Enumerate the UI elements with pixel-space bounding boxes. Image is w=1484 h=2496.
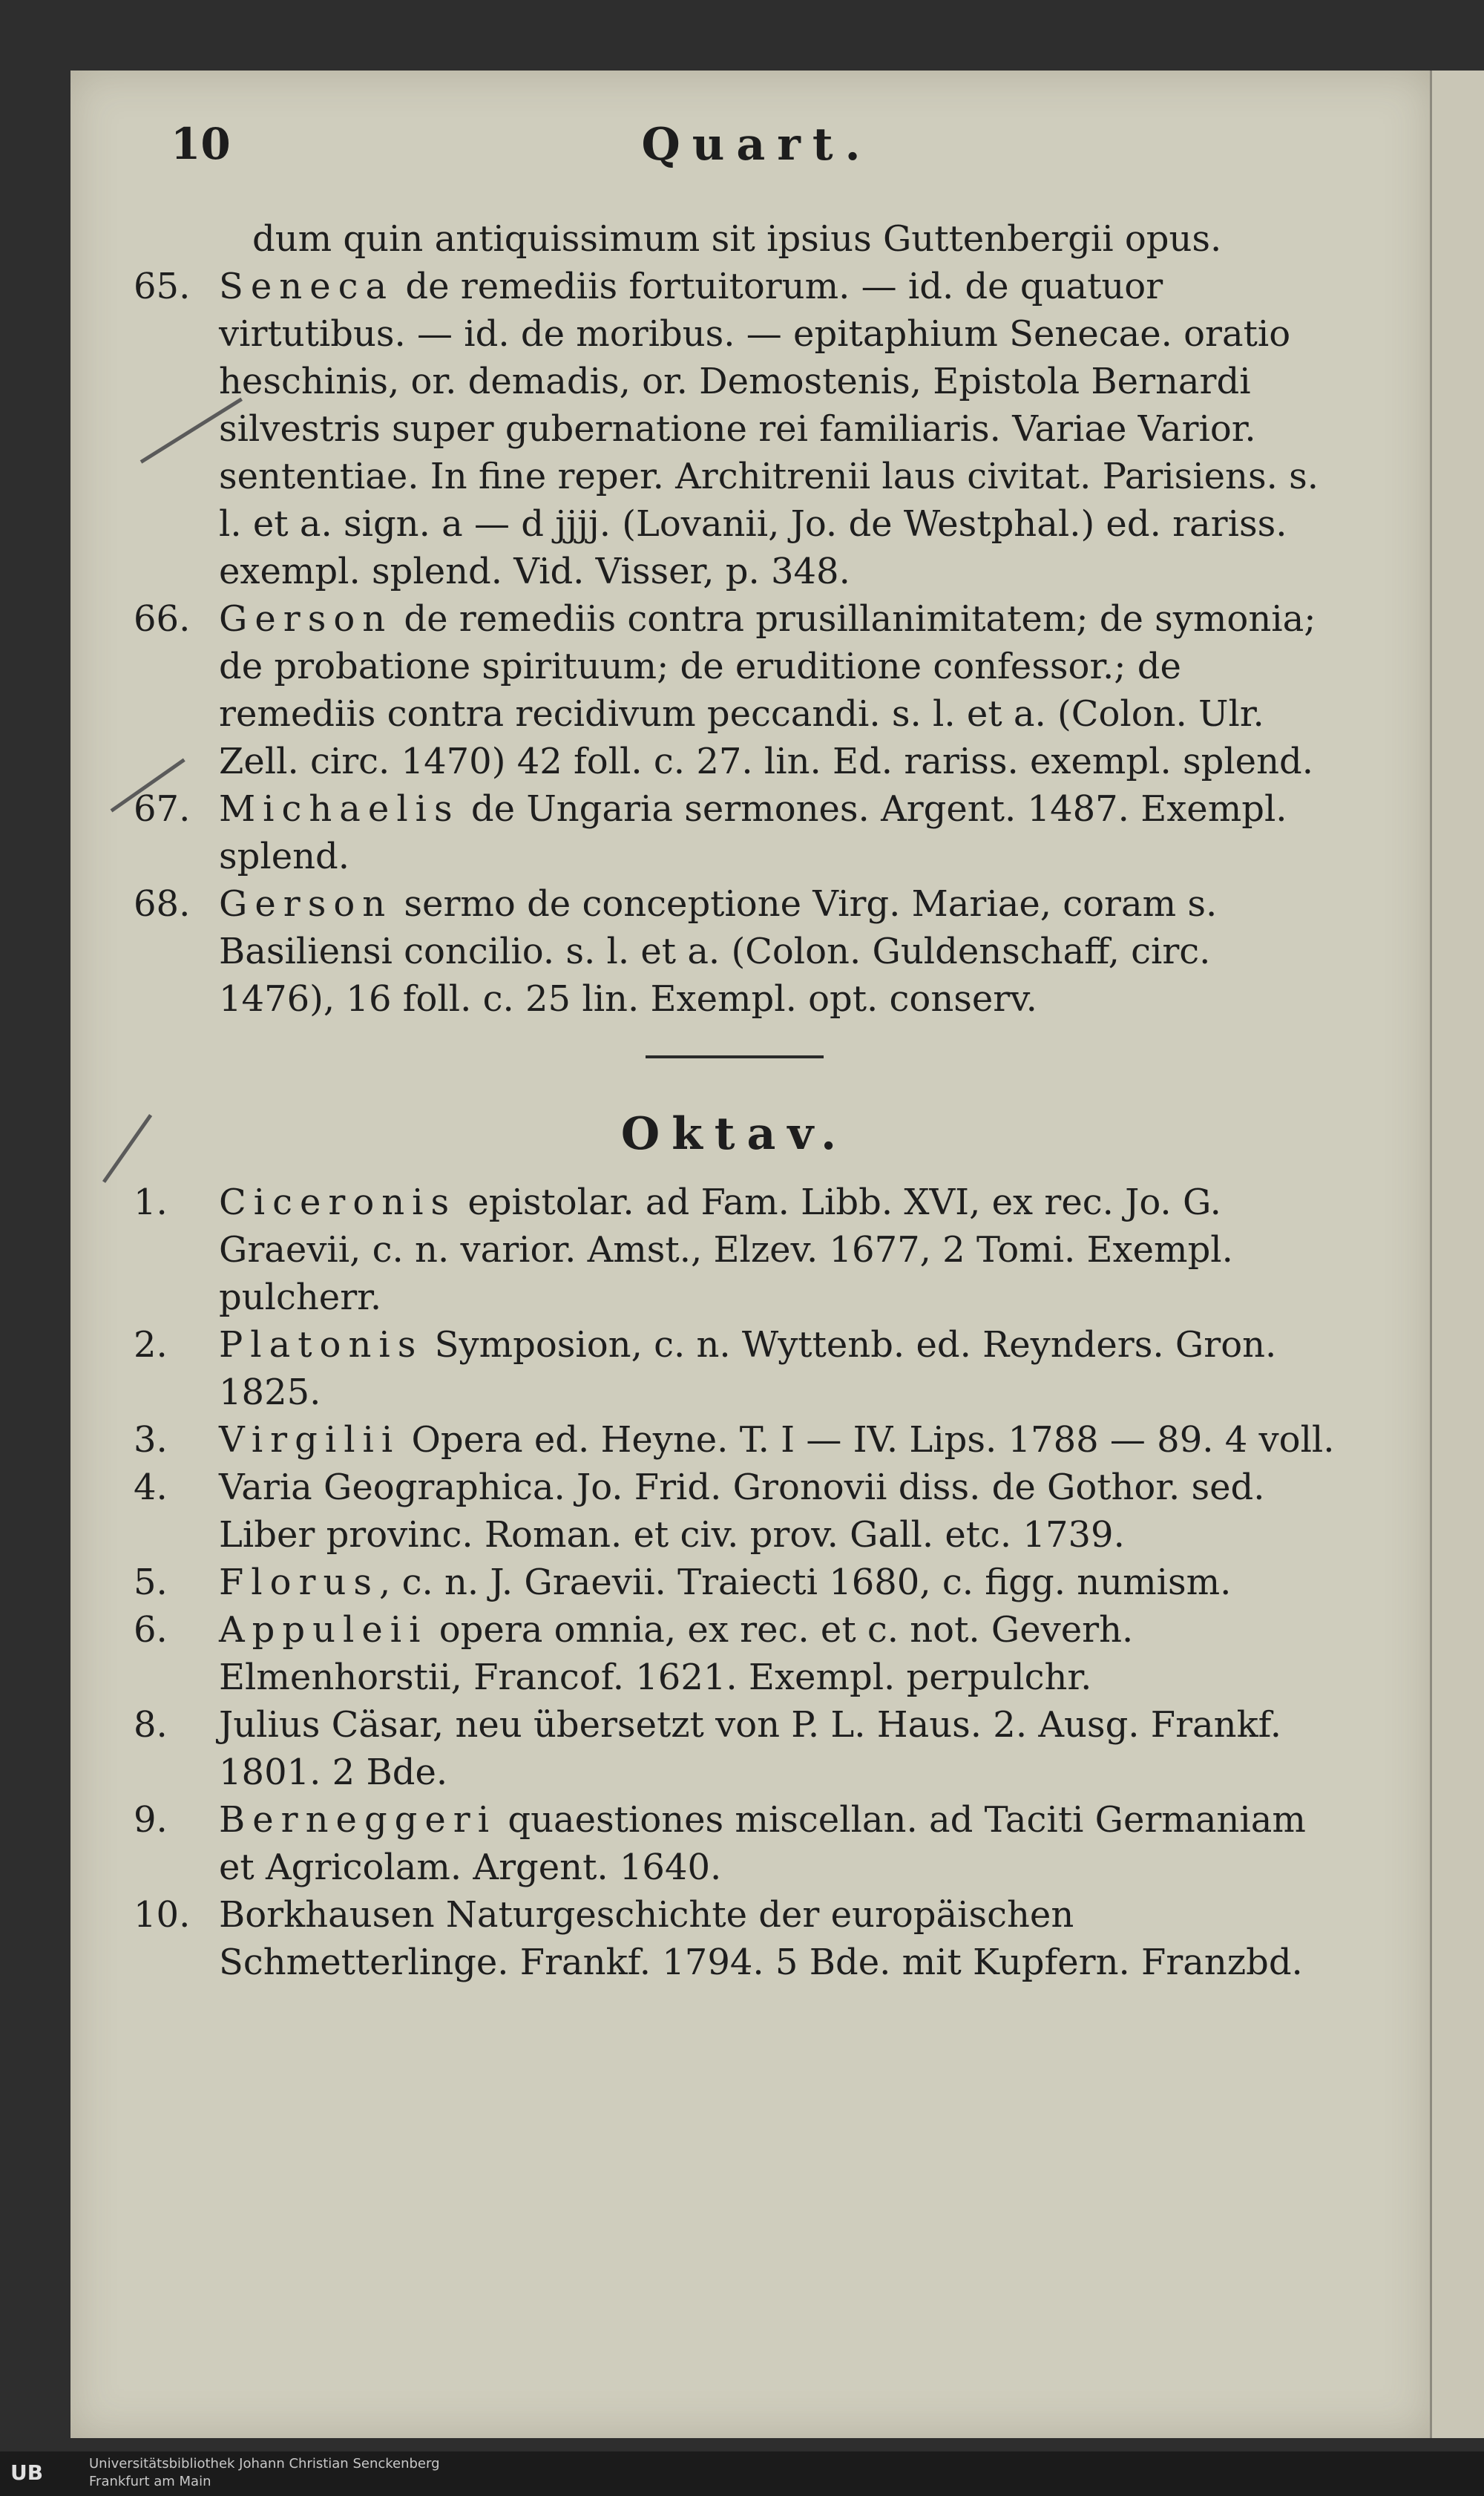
- entry-number: 4.: [134, 1467, 168, 1508]
- entry-number: 67.: [134, 788, 191, 830]
- entry-number: 9.: [134, 1799, 168, 1841]
- entry-text: quaestiones miscellan. ad Taciti Germaniam et Agricolam. Argent. 1640.: [219, 1799, 1306, 1888]
- entry-text: Symposion, c. n. Wyttenb. ed. Reynders. Gron. 1825.: [219, 1324, 1277, 1413]
- entry-text: Julius Cäsar, neu übersetzt von P. L. Haus. 2. Ausg. Frankf. 1801. 2 Bde.: [219, 1704, 1281, 1793]
- entry-text: Varia Geographica. Jo. Frid. Gronovii diss. de Gothor. sed. Liber provinc. Roman. et civ. prov. Gall. etc. 1739.: [219, 1467, 1265, 1556]
- entry-number: 3.: [134, 1419, 168, 1461]
- catalogue-entry: [134, 880, 1336, 1023]
- catalogue-entry: [134, 1321, 1336, 1416]
- entry-text: epistolar. ad Fam. Libb. XVI, ex rec. Jo. G. Graevii, c. n. varior. Amst., Elzev. 1677, 2 Tomi. Exempl. pulcherr.: [219, 1182, 1233, 1318]
- entry-author: Seneca: [219, 266, 395, 307]
- entry-text: Opera ed. Heyne. T. I — IV. Lips. 1788 — 89. 4 voll.: [411, 1419, 1335, 1461]
- entry-number: 8.: [134, 1704, 168, 1746]
- entry-number: 65.: [134, 266, 191, 307]
- section-divider: [646, 1055, 824, 1058]
- entry-number: 5.: [134, 1562, 168, 1603]
- catalogue-entry: [134, 1891, 1336, 1986]
- entry-author: Ciceronis: [219, 1182, 457, 1223]
- entry-author: Platonis: [219, 1324, 424, 1366]
- catalogue-entry: [134, 1606, 1336, 1701]
- entry-author: Michaelis: [219, 788, 460, 830]
- library-location: Frankfurt am Main: [89, 2474, 211, 2489]
- entry-text: sermo de conceptione Virg. Mariae, coram s. Basiliensi concilio. s. l. et a. (Colon. Guldenschaff, circ. 1476), 16 foll. c. 25 lin. Exempl. opt. conserv.: [219, 883, 1218, 1020]
- library-name: Universitätsbibliothek Johann Christian Senckenberg: [89, 2456, 440, 2472]
- entry-author: Florus: [219, 1562, 380, 1603]
- entry-number: 10.: [134, 1894, 191, 1936]
- library-logo: UB: [10, 2460, 44, 2485]
- entry-number: 1.: [134, 1182, 168, 1223]
- entry-author: Appuleii: [219, 1609, 428, 1651]
- page-header: [171, 119, 1343, 186]
- entry-text: de remediis fortuitorum. — id. de quatuor virtutibus. — id. de moribus. — epitaphium Senecae. oratio heschinis, or. demadis, or. Demostenis, Epistola Bernardi silvestris super gubernatione rei familiaris. Variae Varior. sententiae. In fine reper. Architrenii laus civitat. Parisiens. s. l. et a. sign. a — d jjjj. (Lovanii, Jo. de Westphal.) ed. rariss. exempl. splend. Vid. Visser, p. 348.: [219, 266, 1319, 592]
- catalogue-entry: [134, 263, 1336, 595]
- entry-author: Berneggeri: [219, 1799, 497, 1841]
- entry-text: , c. n. J. Graevii. Traiecti 1680, c. figg. numism.: [379, 1562, 1232, 1603]
- catalogue-text: [134, 215, 1336, 1986]
- catalogue-entry: [134, 1179, 1336, 1321]
- catalogue-entry: [134, 785, 1336, 880]
- entry-number: 2.: [134, 1324, 168, 1366]
- catalogue-entry: [134, 1796, 1336, 1891]
- catalogue-entry: [134, 1416, 1336, 1464]
- entry-text: de remediis contra prusillanimitatem; de symonia; de probatione spirituum; de eruditione confessor.; de remediis contra recidivum peccandi. s. l. et a. (Colon. Ulr. Zell. circ. 1470) 42 foll. c. 27. lin. Ed. rariss. exempl. splend.: [219, 598, 1316, 782]
- entry-text: opera omnia, ex rec. et c. not. Geverh. Elmenhorstii, Francof. 1621. Exempl. perpulchr.: [219, 1609, 1134, 1698]
- entry-number: 6.: [134, 1609, 168, 1651]
- entry-text: Borkhausen Naturgeschichte der europäischen Schmetterlinge. Frankf. 1794. 5 Bde. mit Kupfern. Franzbd.: [219, 1894, 1303, 1983]
- library-footer: [0, 2451, 1484, 2496]
- catalogue-entry: [134, 1559, 1336, 1606]
- section-title: Oktav.: [620, 1108, 849, 1160]
- catalogue-entry: [134, 595, 1336, 785]
- page-number: 10: [171, 119, 231, 169]
- entry-author: Gerson: [219, 883, 393, 925]
- catalogue-entry: [134, 1701, 1336, 1796]
- entry-text: de Ungaria sermones. Argent. 1487. Exempl. splend.: [219, 788, 1287, 877]
- facing-page-edge: [1430, 71, 1484, 2438]
- catalogue-entry: [134, 1464, 1336, 1559]
- entry-author: Gerson: [219, 598, 393, 640]
- entry-text: dum quin antiquissimum sit ipsius Guttenbergii opus.: [252, 218, 1222, 260]
- entry-continuation: [134, 215, 1336, 263]
- entry-number: 66.: [134, 598, 191, 640]
- entry-number: 68.: [134, 883, 191, 925]
- entry-author: Virgilii: [219, 1419, 401, 1461]
- running-title: Quart.: [641, 119, 873, 171]
